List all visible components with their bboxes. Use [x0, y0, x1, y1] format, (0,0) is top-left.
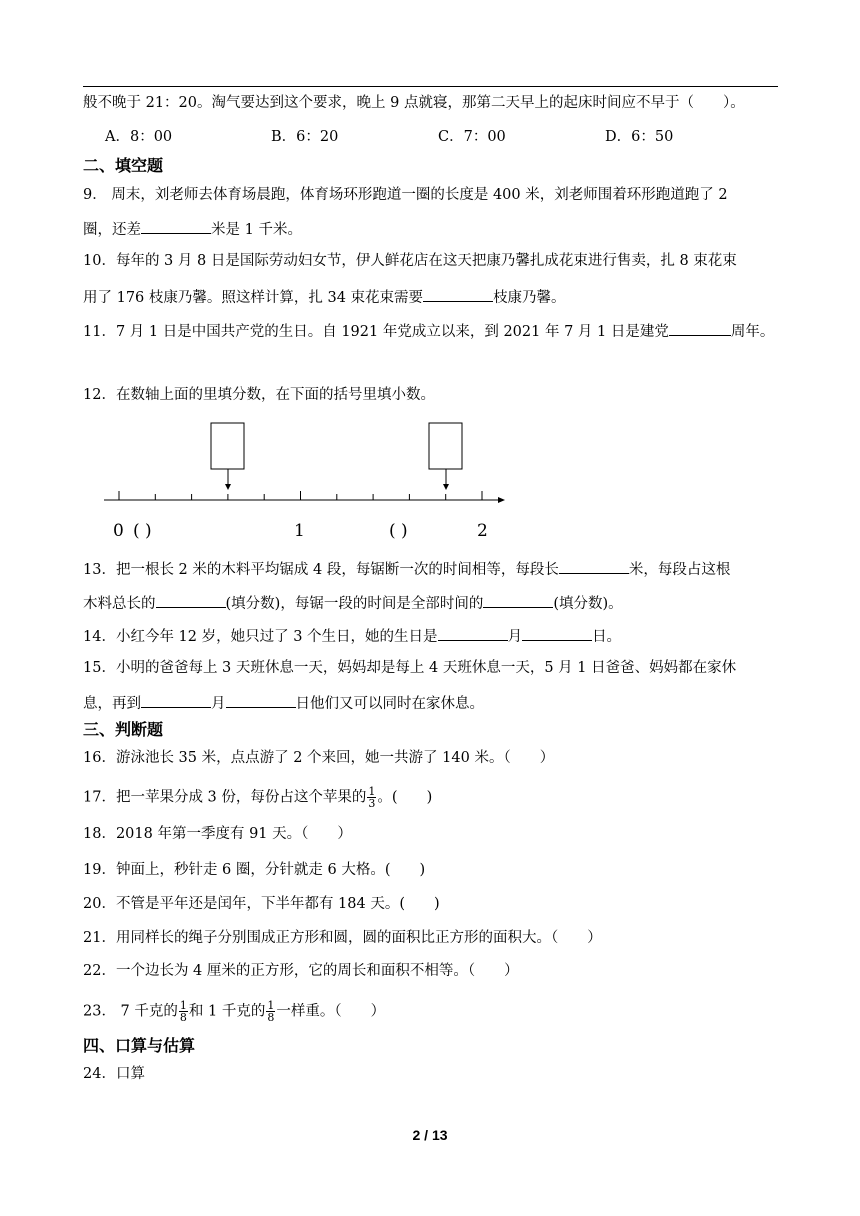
q23-denominator-1: 8 — [179, 1011, 187, 1024]
q13-answer-blank-2[interactable] — [156, 591, 226, 608]
q23-text-c: 一样重。（ ） — [276, 1003, 386, 1020]
q13-line1 — [83, 557, 730, 580]
fraction-box-1[interactable] — [211, 423, 244, 469]
q13-line2 — [83, 591, 623, 614]
decimal-paren-1[interactable]: ( ) — [133, 521, 152, 541]
q8-option-b[interactable]: B．6：20 — [271, 129, 339, 145]
q14-day-blank[interactable] — [522, 624, 592, 641]
label-two: 2 — [477, 521, 488, 541]
q23-line — [83, 1000, 385, 1023]
q13-text-d: (填分数)，每锯一段的时间是全部时间的 — [225, 596, 484, 612]
page-number: 2 / 13 — [412, 1127, 448, 1143]
decimal-paren-2[interactable]: ( ) — [389, 521, 408, 541]
q17-line — [83, 786, 432, 809]
q23-text-a: 23． 7 千克的 — [83, 1003, 178, 1020]
q14-month-blank[interactable] — [438, 624, 508, 641]
q15-text-b: 月 — [211, 696, 226, 712]
q17-text-b: 。( ) — [377, 789, 433, 806]
q9-text-b: 米是 1 千米。 — [211, 222, 302, 238]
q8-option-c[interactable]: C．7：00 — [438, 129, 506, 145]
q16-text: 16．游泳池长 35 米，点点游了 2 个来回，她一共游了 140 米。（ ） — [83, 750, 555, 766]
header-rule — [83, 86, 778, 87]
q10-line1: 10．每年的 3 月 8 日是国际劳动妇女节，伊人鲜花店在这天把康乃馨扎成花束进行售卖，扎 8 束花束 — [83, 253, 737, 269]
q17-numerator: 1 — [368, 785, 376, 798]
q13-text-b: 米，每段占这根 — [628, 562, 731, 578]
q23-text-b: 和 1 千克的 — [188, 1003, 266, 1020]
axis-ticks — [119, 491, 482, 500]
q19-text: 19．钟面上，秒针走 6 圈，分针就走 6 大格。( ) — [83, 862, 426, 878]
section-mental-math-title: 四、口算与估算 — [83, 1036, 196, 1055]
q22-text: 22．一个边长为 4 厘米的正方形，它的周长和面积不相等。（ ） — [83, 963, 519, 979]
q11-text-b: 周年。 — [730, 324, 775, 340]
q9-line2 — [83, 217, 302, 240]
q10-line2 — [83, 285, 566, 308]
q10-text-a: 用了 176 枝康乃馨。照这样计算，扎 34 束花束需要 — [83, 290, 424, 306]
q13-text-e: (填分数)。 — [553, 596, 623, 612]
q8-option-a[interactable]: A．8：00 — [105, 129, 173, 145]
axis-arrow-head — [498, 497, 505, 503]
section-judgement-title: 三、判断题 — [83, 720, 164, 739]
q15-line2 — [83, 691, 484, 714]
q15-line1: 15．小明的爸爸每上 3 天班休息一天，妈妈却是每上 4 天班休息一天，5 月 1 日爸爸、妈妈都在家休 — [83, 660, 737, 676]
q23-numerator-2: 1 — [267, 999, 275, 1012]
label-one: 1 — [294, 521, 305, 541]
section-fill-in-title: 二、填空题 — [83, 156, 164, 175]
q15-day-blank[interactable] — [226, 691, 296, 708]
q21-text: 21．用同样长的绳子分别围成正方形和圆，圆的面积比正方形的面积大。（ ） — [83, 930, 602, 946]
q15-month-blank[interactable] — [141, 691, 211, 708]
q14-text-a: 14．小红今年 12 岁，她只过了 3 个生日，她的生日是 — [83, 629, 438, 645]
q14-text-b: 月 — [507, 629, 523, 645]
q17-denominator: 3 — [368, 797, 376, 810]
arrow-1-head — [225, 484, 231, 490]
q23-fraction-2 — [266, 1000, 275, 1023]
q12-text: 12．在数轴上面的里填分数，在下面的括号里填小数。 — [83, 387, 435, 403]
q9-line1: 9． 周末，刘老师去体育场晨跑，体育场环形跑道一圈的长度是 400 米，刘老师围着环形跑道跑了 2 — [83, 187, 728, 203]
q8-option-d[interactable]: D．6：50 — [605, 129, 674, 145]
q15-text-a: 息，再到 — [83, 696, 141, 712]
q10-text-b: 枝康乃馨。 — [493, 290, 566, 306]
q13-text-c: 木料总长的 — [83, 596, 156, 612]
q8-text: 般不晚于 21：20。淘气要达到这个要求，晚上 9 点就寝，那第二天早上的起床时间应不早于（ ）。 — [83, 95, 745, 111]
arrow-2-head — [443, 484, 449, 490]
q14-text-c: 日。 — [592, 629, 622, 645]
label-zero: 0 — [113, 521, 124, 541]
q23-fraction-1 — [179, 1000, 188, 1023]
q11-answer-blank[interactable] — [669, 319, 731, 336]
q18-text: 18．2018 年第一季度有 91 天。（ ） — [83, 826, 352, 842]
q14-line — [83, 624, 621, 647]
q17-text-a: 17．把一苹果分成 3 份，每份占这个苹果的 — [83, 789, 367, 806]
q13-answer-blank-3[interactable] — [483, 591, 553, 608]
q17-fraction — [367, 786, 376, 809]
q11-line — [83, 319, 774, 342]
number-line-diagram — [100, 418, 520, 518]
fraction-box-2[interactable] — [429, 423, 462, 469]
q13-text-a: 13．把一根长 2 米的木料平均锯成 4 段，每锯断一次的时间相等，每段长 — [83, 562, 559, 578]
q23-denominator-2: 8 — [267, 1011, 275, 1024]
q10-answer-blank[interactable] — [423, 285, 493, 302]
q23-numerator-1: 1 — [179, 999, 187, 1012]
q15-text-c: 日他们又可以同时在家休息。 — [295, 696, 484, 712]
q9-text-a: 圈，还差 — [83, 222, 141, 238]
q13-answer-blank-1[interactable] — [559, 557, 629, 574]
q20-text: 20．不管是平年还是闰年，下半年都有 184 天。( ) — [83, 896, 440, 912]
q11-text-a: 11．7 月 1 日是中国共产党的生日。自 1921 年党成立以来，到 2021 年 7 月 1 日是建党 — [83, 324, 669, 340]
q24-text: 24．口算 — [83, 1066, 145, 1082]
q9-answer-blank[interactable] — [141, 217, 211, 234]
